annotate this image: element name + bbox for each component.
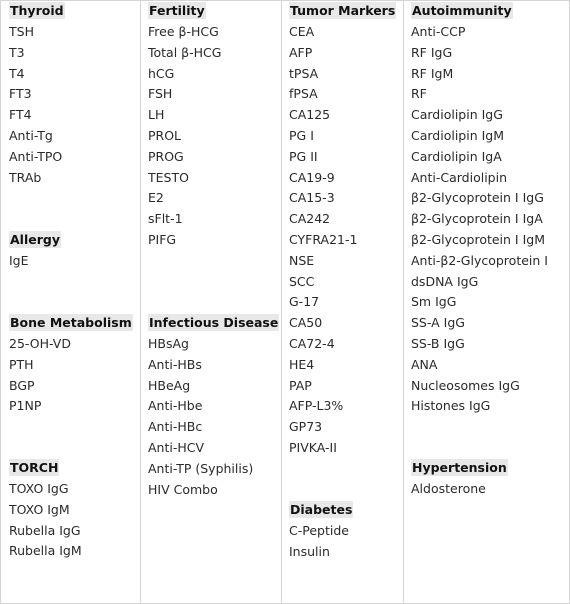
test-item: hCG [148,65,175,81]
test-item: Cardiolipin IgM [411,127,505,143]
section-title: Thyroid [10,3,64,18]
test-item: Nucleosomes IgG [411,377,520,393]
test-item: T3 [9,44,25,60]
test-item: Anti-β2-Glycoprotein I [411,252,548,268]
section-autoimmunity [411,0,548,417]
test-item: CA19-9 [289,169,335,185]
section-bone-metabolism [9,312,133,417]
test-item: fPSA [289,86,318,102]
column-divider [281,0,282,604]
test-item: P1NP [9,398,42,414]
section-tumor-markers [289,0,396,459]
test-item: sFlt-1 [148,211,183,227]
test-item: IgE [9,253,29,268]
test-item: β2-Glycoprotein I IgG [411,190,544,206]
test-item: 25-OH-VD [9,336,71,351]
section-hypertension [411,457,508,500]
test-item: CA50 [289,315,323,331]
column-divider [140,0,141,604]
test-item: CA15-3 [289,190,335,206]
test-item: CA242 [289,211,331,227]
test-item: E2 [148,190,164,206]
test-item: FT3 [9,86,32,102]
test-item: Histones IgG [411,398,491,414]
test-item: CEA [289,24,315,39]
section-thyroid [9,0,65,188]
test-item: Anti-Tg [9,127,53,143]
test-item: HBeAg [148,377,191,393]
test-item: CA125 [289,107,331,123]
test-item: TOXO IgG [9,481,69,496]
test-item: tPSA [289,65,319,81]
test-item: AFP-L3% [289,398,344,414]
test-item: Sm IgG [411,294,457,310]
section-title: TORCH [10,460,59,475]
test-item: Anti-CCP [411,24,466,39]
test-item: GP73 [289,419,323,435]
test-item: Cardiolipin IgA [411,148,502,164]
test-item: PIFG [148,231,177,247]
test-item: G-17 [289,294,320,310]
test-item: β2-Glycoprotein I IgM [411,231,545,247]
test-item: CYFRA21-1 [289,231,358,247]
test-item: HE4 [289,356,315,372]
test-item: AFP [289,44,313,60]
test-item: Anti-HBc [148,419,203,435]
section-title: Autoimmunity [412,3,512,18]
section-torch [9,457,82,562]
test-item: CA72-4 [289,335,335,351]
test-item: FSH [148,86,173,102]
test-item: PG II [289,148,318,164]
section-title: Fertility [149,3,205,18]
test-item: BGP [9,377,35,393]
test-item: NSE [289,252,315,268]
test-item: TOXO IgM [9,501,70,517]
test-item: TRAb [9,169,42,185]
test-item: PIVKA-II [289,439,337,455]
test-item: Cardiolipin IgG [411,107,503,123]
test-item: Anti-Cardiolipin [411,169,507,185]
test-item: Free β-HCG [148,24,219,39]
test-item: PROL [148,127,182,143]
column-divider [403,0,404,604]
test-item: HBsAg [148,336,189,351]
test-item: HIV Combo [148,481,218,497]
test-item: Anti-HCV [148,439,205,455]
test-item: Insulin [289,543,330,559]
test-item: TSH [9,24,34,39]
test-item: PG I [289,127,314,143]
test-item: Total β-HCG [148,44,222,60]
section-allergy [9,229,61,272]
section-title: Hypertension [412,460,507,475]
test-item: Anti-TP (Syphilis) [148,460,254,476]
section-title: Infectious Disease [149,315,279,330]
section-infectious-disease [148,312,279,500]
test-item: dsDNA IgG [411,273,479,289]
test-item: T4 [9,65,25,81]
test-item: Rubella IgM [9,543,82,559]
test-item: ANA [411,356,438,372]
test-item: PAP [289,377,312,393]
test-item: TESTO [148,169,189,185]
section-fertility [148,0,221,251]
test-item: RF IgM [411,65,454,81]
section-diabetes [289,499,353,563]
test-item: C-Peptide [289,523,349,538]
section-title: Allergy [10,232,60,247]
test-item: Aldosterone [411,481,486,496]
test-item: RF IgG [411,44,453,60]
section-title: Tumor Markers [290,3,396,18]
test-item: Rubella IgG [9,522,81,538]
section-title: Bone Metabolism [10,315,132,330]
test-item: RF [411,86,427,102]
test-item: Anti-TPO [9,148,63,164]
test-item: Anti-Hbe [148,398,203,414]
test-item: LH [148,107,165,123]
test-item: SS-B IgG [411,335,465,351]
test-item: PTH [9,356,34,372]
test-item: PROG [148,148,184,164]
test-item: SCC [289,273,315,289]
section-title: Diabetes [290,502,353,517]
test-item: β2-Glycoprotein I IgA [411,211,543,227]
test-item: SS-A IgG [411,315,465,331]
test-item: FT4 [9,107,32,123]
test-item: Anti-HBs [148,356,202,372]
